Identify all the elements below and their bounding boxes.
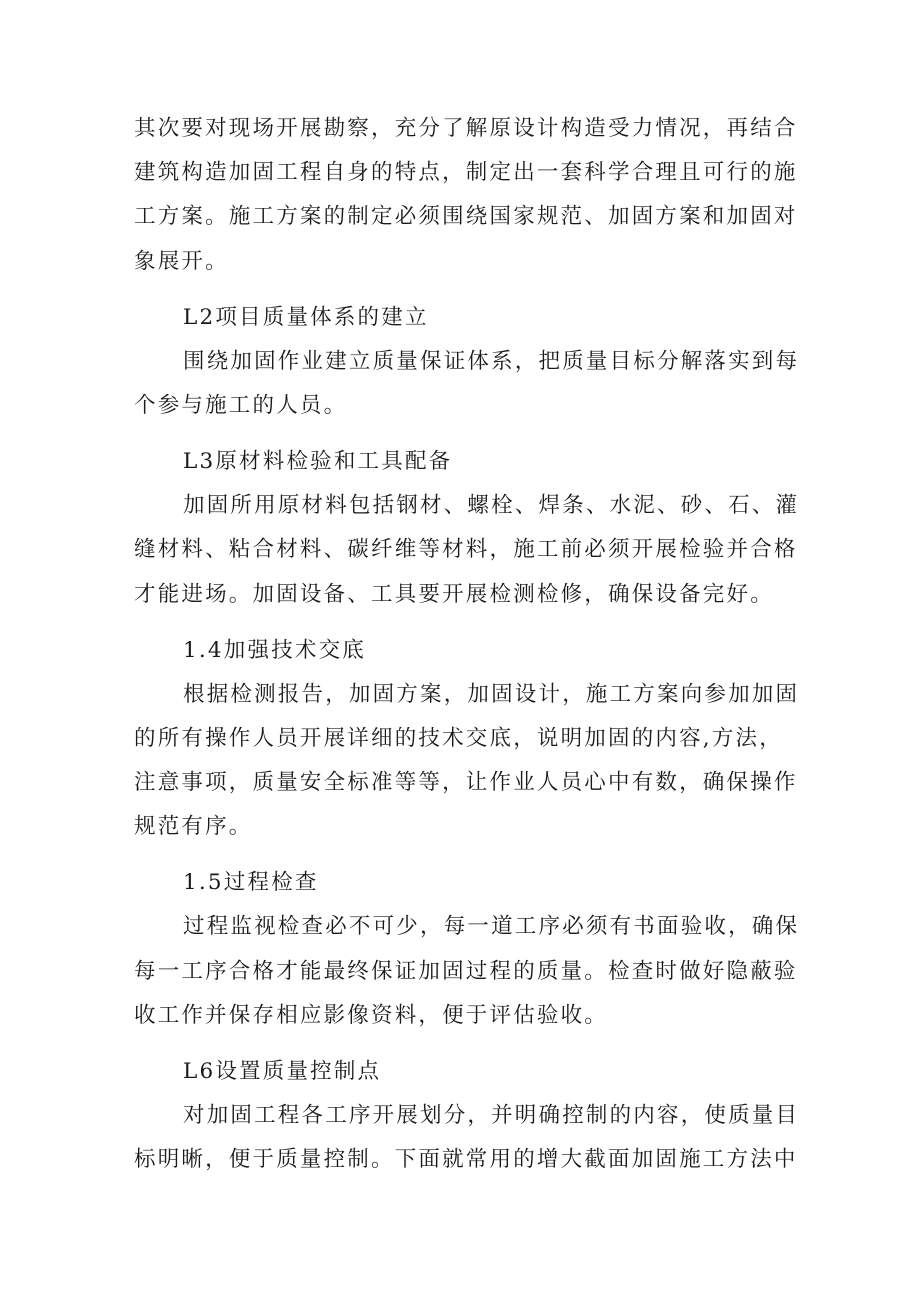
paragraph-control-points (134, 1101, 800, 1175)
section-heading-control-points: L6设置质量控制点 (183, 1058, 382, 1084)
text-line: 其次要对现场开展勘察，充分了解原设计构造受力情况，再结合 (134, 116, 798, 141)
text-line: 对加固工程各工序开展划分，并明确控制的内容，使质量目 (183, 1103, 800, 1128)
text-line: 个参与施工的人员。 (134, 392, 348, 418)
text-line: 注意事项，质量安全标准等等，让作业人员心中有数，确保操作 (134, 770, 798, 796)
text-line: 标明晰，便于质量控制。下面就常用的增大截面加固施工方法中 (134, 1147, 798, 1173)
text-line: 每一工序合格才能最终保证加固过程的质量。检查时做好隐蔽验 (134, 958, 798, 984)
section-heading-process-inspection: 1.5过程检查 (183, 870, 319, 896)
text-line: 象展开。 (134, 248, 229, 274)
paragraph-materials (134, 491, 800, 609)
text-line: 根据检测报告，加固方案，加固设计，施工方案向参加加固 (183, 681, 800, 707)
paragraph-process-inspection (134, 912, 800, 1030)
text-line: 规范有序。 (134, 814, 253, 840)
text-line: 过程监视检查必不可少，每一道工序必须有书面验收，确保 (183, 914, 800, 940)
text-line: 收工作并保存相应影像资料，便于评估验收。 (134, 1002, 609, 1028)
text-line: 加固所用原材料包括钢材、螺栓、焊条、水泥、砂、石、灌 (183, 493, 800, 519)
text-line: 的所有操作人员开展详细的技术交底，说明加固的内容,方法， (134, 725, 783, 751)
text-line: 工方案。施工方案的制定必须围绕国家规范、加固方案和加固对 (134, 204, 798, 230)
paragraph-site-survey (134, 114, 798, 277)
text-line: 才能进场。加固设备、工具要开展检测检修，确保设备完好。 (134, 581, 774, 607)
document-body (134, 114, 800, 1189)
text-line: 建筑构造加固工程自身的特点，制定出一套科学合理且可行的施 (134, 160, 798, 186)
section-heading-materials: L3原材料检验和工具配备 (183, 448, 453, 474)
paragraph-quality-system (134, 347, 800, 421)
paragraph-technical-briefing (134, 680, 800, 843)
text-line: 围绕加固作业建立质量保证体系，把质量目标分解落实到每 (183, 348, 800, 374)
section-heading-quality-system: L2项目质量体系的建立 (183, 304, 429, 330)
section-heading-technical-briefing: 1.4加强技术交底 (183, 637, 366, 663)
text-line: 缝材料、粘合材料、碳纤维等材料，施工前必须开展检验并合格 (134, 537, 798, 563)
